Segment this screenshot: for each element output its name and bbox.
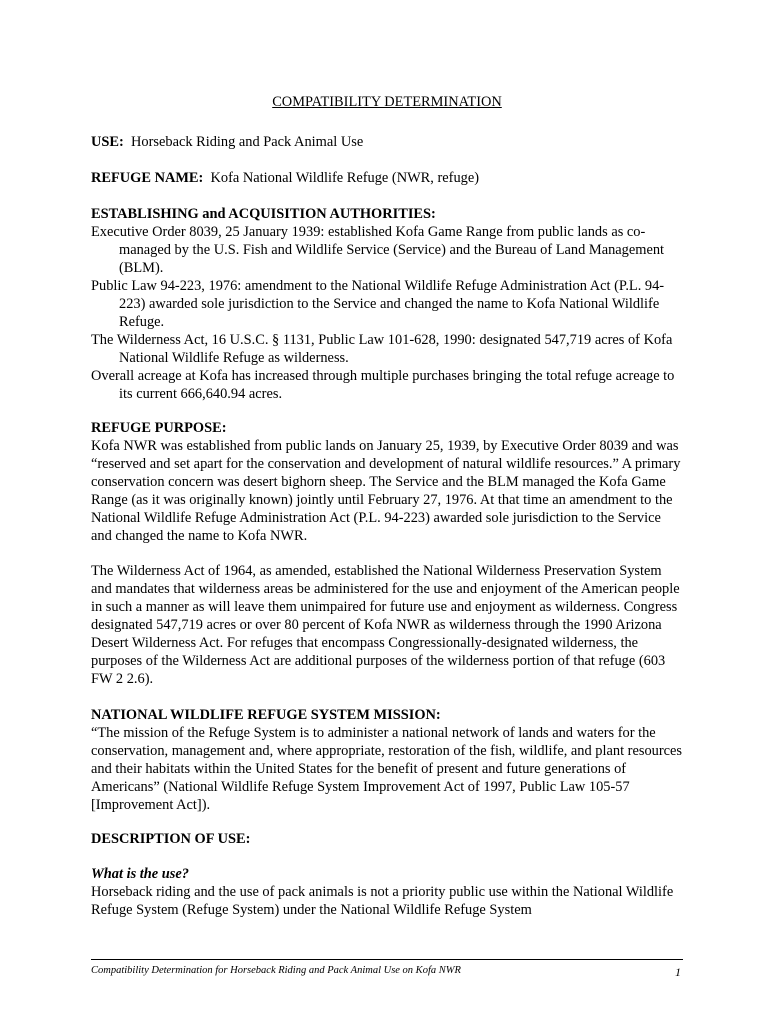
purpose-heading: REFUGE PURPOSE: [91,420,227,436]
purpose-paragraph-1: Kofa NWR was established from public lands on January 25, 1939, by Executive Order 8039 and was “reserved and set apart for the conservation and development of natural wildlife resources.” A primary conservation concern was desert bighorn sheep. The Service and the BLM managed the Kofa Game Range (as it was originally known) jointly until February 27, 1976. At that time an amendment to the National Wildlife Refuge Administration Act (P.L. 94-223) awarded sole jurisdiction to the Service and changed the name to Kofa NWR. [91,438,681,544]
document-page [91,0,683,1024]
purpose-section [91,419,683,545]
mission-text: “The mission of the Refuge System is to administer a national network of lands and waters for the conservation, management and, where appropriate, restoration of the fish, wildlife, and plant resources and their habitats within the United States for the benefit of present and future generations of Americans” (National Wildlife Refuge System Improvement Act of 1997, Public Law 105-57 [Improvement Act]). [91,725,683,813]
page-number: 1 [675,965,681,979]
description-heading: DESCRIPTION OF USE: [91,831,251,847]
use-label: USE: [91,134,124,150]
use-line [91,133,683,151]
refuge-name-value: Kofa National Wildlife Refuge (NWR, refuge) [210,170,480,186]
authority-item: Executive Order 8039, 25 January 1939: established Kofa Game Range from public lands as co-managed by the U.S. Fish and Wildlife Service (Service) and the Bureau of Land Management (BLM). [91,224,665,276]
refuge-name-label: REFUGE NAME: [91,170,204,186]
authorities-section [91,205,683,403]
footer-rule [91,959,683,960]
mission-heading: NATIONAL WILDLIFE REFUGE SYSTEM MISSION: [91,707,441,723]
footer-text: Compatibility Determination for Horseback Riding and Pack Animal Use on Kofa NWR [91,965,461,976]
authorities-heading: ESTABLISHING and ACQUISITION AUTHORITIES: [91,206,436,222]
mission-section [91,706,683,814]
authority-item: The Wilderness Act, 16 U.S.C. § 1131, Public Law 101-628, 1990: designated 547,719 acres of Kofa National Wildlife Refuge as wilderness. [91,332,673,366]
authority-item: Public Law 94-223, 1976: amendment to the National Wildlife Refuge Administration Act (P.L. 94-223) awarded sole jurisdiction to the Service and changed the name to Kofa National Wildlife Refuge. [91,278,665,330]
description-subheading: What is the use? [91,866,189,882]
document-title: COMPATIBILITY DETERMINATION [272,94,502,110]
refuge-name-line [91,169,683,187]
purpose-paragraph-2: The Wilderness Act of 1964, as amended, established the National Wilderness Preservation System and mandates that wilderness areas be administered for the use and enjoyment of the American people in such a manner as will leave them unimpaired for future use and enjoyment as wilderness. Congress designated 547,719 acres or over 80 percent of Kofa NWR as wilderness through the 1990 Arizona Desert Wilderness Act. For refuges that encompass Congressionally-designated wilderness, the purposes of the Wilderness Act are additional purposes of the wilderness portion of that refuge (603 FW 2 2.6). [91,563,680,687]
description-text: Horseback riding and the use of pack animals is not a priority public use within the National Wildlife Refuge System (Refuge System) under the National Wildlife Refuge System [91,884,674,918]
authority-item: Overall acreage at Kofa has increased through multiple purchases bringing the total refuge acreage to its current 666,640.94 acres. [91,368,675,402]
use-value: Horseback Riding and Pack Animal Use [131,134,364,150]
description-section [91,865,683,919]
